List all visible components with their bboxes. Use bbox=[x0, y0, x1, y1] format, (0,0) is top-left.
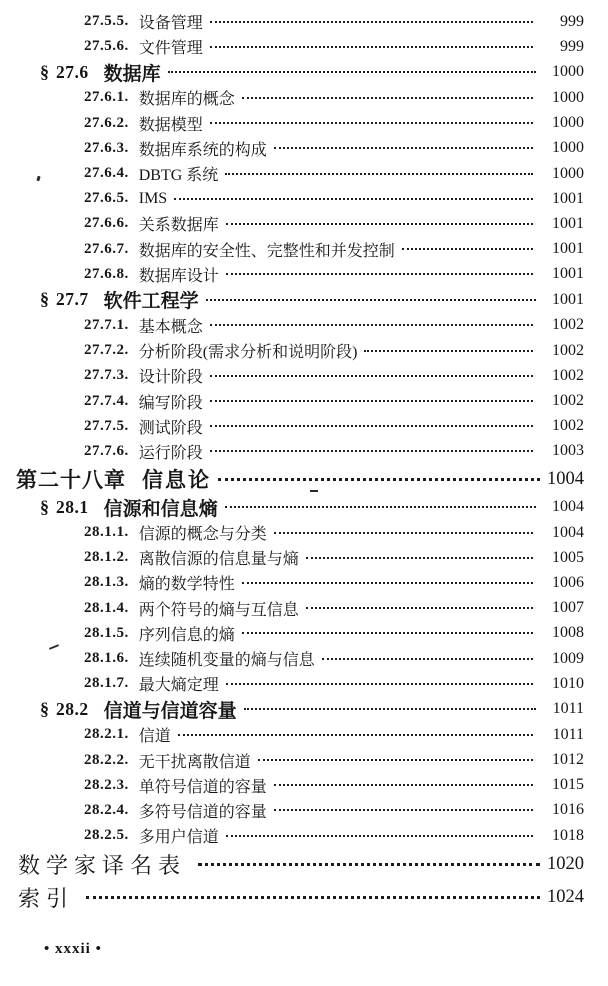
dot-leader bbox=[174, 198, 533, 200]
entry-title: 索引 bbox=[18, 886, 75, 912]
entry-number: 27.6.5. bbox=[84, 190, 129, 207]
entry-number: 27.5.6. bbox=[84, 38, 129, 55]
entry-title: 离散信源的信息量与熵 bbox=[138, 551, 299, 569]
dot-leader bbox=[86, 896, 540, 899]
toc-entry bbox=[0, 798, 608, 823]
dot-leader bbox=[244, 708, 536, 710]
entry-number: 28.1 bbox=[56, 496, 89, 517]
entry-title: 数据库的安全性、完整性和并发控制 bbox=[138, 242, 395, 260]
entry-page: 1002 bbox=[552, 417, 584, 435]
dot-leader bbox=[210, 324, 533, 326]
entry-number: 27.7.5. bbox=[84, 417, 129, 434]
entry-title: 信源和信息熵 bbox=[103, 498, 218, 520]
toc-entry bbox=[0, 570, 608, 595]
toc-entry bbox=[0, 85, 608, 110]
dot-leader bbox=[226, 273, 533, 275]
entry-number: 27.7.3. bbox=[84, 367, 129, 384]
toc-entry bbox=[0, 262, 608, 287]
entry-title: 关系数据库 bbox=[138, 217, 219, 235]
entry-title: 信道与信道容量 bbox=[103, 700, 237, 722]
entry-title: 信源的概念与分类 bbox=[138, 526, 267, 544]
entry-page: 1018 bbox=[552, 826, 584, 844]
toc-entry bbox=[0, 494, 608, 520]
toc-entry bbox=[0, 287, 608, 313]
entry-number: 27.6.4. bbox=[84, 165, 129, 182]
toc-entry bbox=[0, 545, 608, 570]
entry-number: 28.2.3. bbox=[84, 776, 129, 793]
section-symbol: § bbox=[40, 61, 49, 82]
toc-entry bbox=[0, 823, 608, 848]
entry-title: 软件工程学 bbox=[103, 291, 199, 313]
entry-number: 28.2.1. bbox=[84, 726, 129, 743]
entry-title: 数据库设计 bbox=[138, 267, 219, 285]
toc-entry bbox=[0, 186, 608, 211]
toc-entry bbox=[0, 111, 608, 136]
dot-leader bbox=[210, 450, 533, 452]
section-symbol: § bbox=[40, 289, 49, 310]
entry-page: 1015 bbox=[552, 776, 584, 794]
page-footer: • xxxii • bbox=[44, 941, 102, 957]
dot-leader bbox=[218, 478, 540, 481]
entry-title: 熵的数学特性 bbox=[138, 576, 235, 594]
toc-entry bbox=[0, 161, 608, 186]
entry-title: IMS bbox=[138, 189, 168, 207]
dot-leader bbox=[306, 607, 533, 609]
entry-number: 28.1.4. bbox=[84, 599, 129, 616]
toc-entry bbox=[0, 722, 608, 747]
dot-leader bbox=[306, 557, 533, 559]
entry-number: 27.6.6. bbox=[84, 215, 129, 232]
toc-entry bbox=[0, 363, 608, 388]
entry-title: 数据模型 bbox=[138, 116, 203, 134]
dot-leader bbox=[274, 147, 533, 149]
entry-number: 27.7 bbox=[56, 289, 89, 310]
entry-title: 信道 bbox=[138, 728, 171, 746]
dot-leader bbox=[258, 759, 533, 761]
entry-title: 无干扰离散信道 bbox=[138, 753, 251, 771]
dot-leader bbox=[168, 71, 536, 73]
entry-page: 1020 bbox=[547, 854, 584, 875]
entry-page: 1012 bbox=[552, 751, 584, 769]
entry-page: 1010 bbox=[552, 674, 584, 692]
toc-entry bbox=[0, 313, 608, 338]
dot-leader bbox=[225, 506, 536, 508]
dot-leader bbox=[178, 734, 533, 736]
entry-title: 多用户信道 bbox=[138, 829, 219, 847]
entry-page: 1011 bbox=[552, 725, 584, 743]
toc-entry bbox=[0, 671, 608, 696]
entry-page: 999 bbox=[560, 12, 584, 30]
entry-page: 1000 bbox=[552, 164, 584, 182]
entry-page: 1024 bbox=[547, 887, 584, 908]
dot-leader bbox=[364, 350, 533, 352]
dot-leader bbox=[226, 835, 533, 837]
entry-page: 1001 bbox=[552, 265, 584, 283]
entry-number: 第二十八章 bbox=[16, 468, 126, 492]
dot-leader bbox=[210, 46, 533, 48]
entry-title: 数据库的概念 bbox=[138, 91, 235, 109]
entry-page: 1016 bbox=[552, 801, 584, 819]
toc-entry bbox=[0, 748, 608, 773]
entry-title: 分析阶段(需求分析和说明阶段) bbox=[138, 344, 358, 362]
entry-title: 基本概念 bbox=[138, 318, 203, 336]
toc-entry bbox=[0, 848, 608, 881]
entry-page: 1001 bbox=[552, 214, 584, 232]
dot-leader bbox=[206, 299, 536, 301]
entry-number: 28.1.1. bbox=[84, 524, 129, 541]
entry-page: 1000 bbox=[552, 114, 584, 132]
dot-leader bbox=[210, 400, 533, 402]
entry-number: 27.6.3. bbox=[84, 139, 129, 156]
entry-page: 1002 bbox=[552, 392, 584, 410]
dot-leader bbox=[274, 809, 533, 811]
entry-title: 信息论 bbox=[142, 468, 211, 492]
entry-page: 1001 bbox=[552, 240, 584, 258]
section-symbol: § bbox=[40, 496, 49, 517]
entry-title: 测试阶段 bbox=[138, 419, 203, 437]
toc-entry bbox=[0, 596, 608, 621]
entry-title: 多符号信道的容量 bbox=[138, 803, 267, 821]
entry-number: 27.7.1. bbox=[84, 316, 129, 333]
dot-leader bbox=[242, 97, 533, 99]
toc-entry bbox=[0, 464, 608, 494]
entry-page: 1002 bbox=[552, 366, 584, 384]
entry-number: 27.6 bbox=[56, 61, 89, 82]
entry-number: 28.2 bbox=[56, 698, 89, 719]
entry-title: 运行阶段 bbox=[138, 444, 203, 462]
entry-page: 1001 bbox=[552, 290, 584, 308]
dot-leader bbox=[322, 658, 533, 660]
entry-page: 1008 bbox=[552, 624, 584, 642]
entry-title: 设备管理 bbox=[138, 15, 203, 33]
dot-leader bbox=[210, 375, 533, 377]
entry-number: 28.1.3. bbox=[84, 574, 129, 591]
toc-entry bbox=[0, 136, 608, 161]
entry-number: 28.1.6. bbox=[84, 650, 129, 667]
toc-entry bbox=[0, 237, 608, 262]
toc-entry bbox=[0, 646, 608, 671]
entry-page: 1000 bbox=[552, 139, 584, 157]
dot-leader bbox=[210, 425, 533, 427]
entry-number: 27.6.2. bbox=[84, 114, 129, 131]
toc-entry bbox=[0, 520, 608, 545]
dot-leader bbox=[242, 582, 533, 584]
toc-entry bbox=[0, 621, 608, 646]
dot-leader bbox=[225, 173, 533, 175]
toc-entry bbox=[0, 439, 608, 464]
entry-title: 数据库系统的构成 bbox=[138, 141, 267, 159]
entry-number: 27.6.7. bbox=[84, 240, 129, 257]
entry-page: 1007 bbox=[552, 599, 584, 617]
entry-title: 编写阶段 bbox=[138, 394, 203, 412]
entry-number: 27.7.6. bbox=[84, 442, 129, 459]
entry-number: 27.7.2. bbox=[84, 342, 129, 359]
entry-title: 两个符号的熵与互信息 bbox=[138, 601, 299, 619]
dot-leader bbox=[274, 784, 533, 786]
entry-number: 28.1.5. bbox=[84, 624, 129, 641]
dot-leader bbox=[226, 223, 533, 225]
entry-title: 连续随机变量的熵与信息 bbox=[138, 652, 315, 670]
entry-page: 1004 bbox=[552, 498, 584, 515]
entry-title: 设计阶段 bbox=[138, 369, 203, 387]
entry-page: 999 bbox=[560, 37, 584, 55]
toc-entry bbox=[0, 34, 608, 59]
toc-entry bbox=[0, 696, 608, 722]
toc-entry bbox=[0, 388, 608, 413]
toc-entry bbox=[0, 414, 608, 439]
entry-number: 28.2.4. bbox=[84, 801, 129, 818]
entry-title: 最大熵定理 bbox=[138, 677, 219, 695]
entry-page: 1004 bbox=[552, 523, 584, 541]
section-symbol: § bbox=[40, 698, 49, 719]
entry-page: 1004 bbox=[547, 468, 584, 489]
entry-page: 1000 bbox=[552, 88, 584, 106]
entry-title: 数据库 bbox=[103, 63, 161, 85]
toc-entry bbox=[0, 9, 608, 34]
dot-leader bbox=[210, 122, 533, 124]
entry-title: 数学家译名表 bbox=[18, 853, 187, 879]
dot-leader bbox=[242, 632, 533, 634]
entry-number: 28.1.2. bbox=[84, 549, 129, 566]
entry-title: 单符号信道的容量 bbox=[138, 778, 267, 796]
entry-page: 1011 bbox=[552, 700, 584, 718]
entry-number: 27.7.4. bbox=[84, 392, 129, 409]
entry-number: 28.1.7. bbox=[84, 675, 129, 692]
dot-leader bbox=[198, 863, 540, 866]
entry-title: 文件管理 bbox=[138, 40, 203, 58]
dot-leader bbox=[402, 248, 533, 250]
entry-page: 1009 bbox=[552, 649, 584, 667]
entry-title: DBTG 系统 bbox=[138, 167, 219, 185]
entry-page: 1006 bbox=[552, 573, 584, 591]
entry-page: 1005 bbox=[552, 548, 584, 566]
entry-page: 1003 bbox=[552, 442, 584, 460]
toc-entry bbox=[0, 773, 608, 798]
dot-leader bbox=[274, 532, 533, 534]
toc-entry bbox=[0, 59, 608, 85]
entry-number: 27.6.1. bbox=[84, 89, 129, 106]
entry-page: 1001 bbox=[552, 189, 584, 207]
dot-leader bbox=[226, 683, 533, 685]
entry-page: 1000 bbox=[552, 63, 584, 81]
entry-page: 1002 bbox=[552, 341, 584, 359]
entry-number: 27.6.8. bbox=[84, 265, 129, 282]
entry-page: 1002 bbox=[552, 316, 584, 334]
dot-leader bbox=[210, 21, 533, 23]
entry-number: 27.5.5. bbox=[84, 13, 129, 30]
entry-number: 28.2.5. bbox=[84, 827, 129, 844]
toc-entry bbox=[0, 211, 608, 236]
entry-title: 序列信息的熵 bbox=[138, 626, 235, 644]
scan-artifact bbox=[310, 490, 318, 492]
toc-entry bbox=[0, 881, 608, 914]
entry-number: 28.2.2. bbox=[84, 751, 129, 768]
toc-entry bbox=[0, 338, 608, 363]
